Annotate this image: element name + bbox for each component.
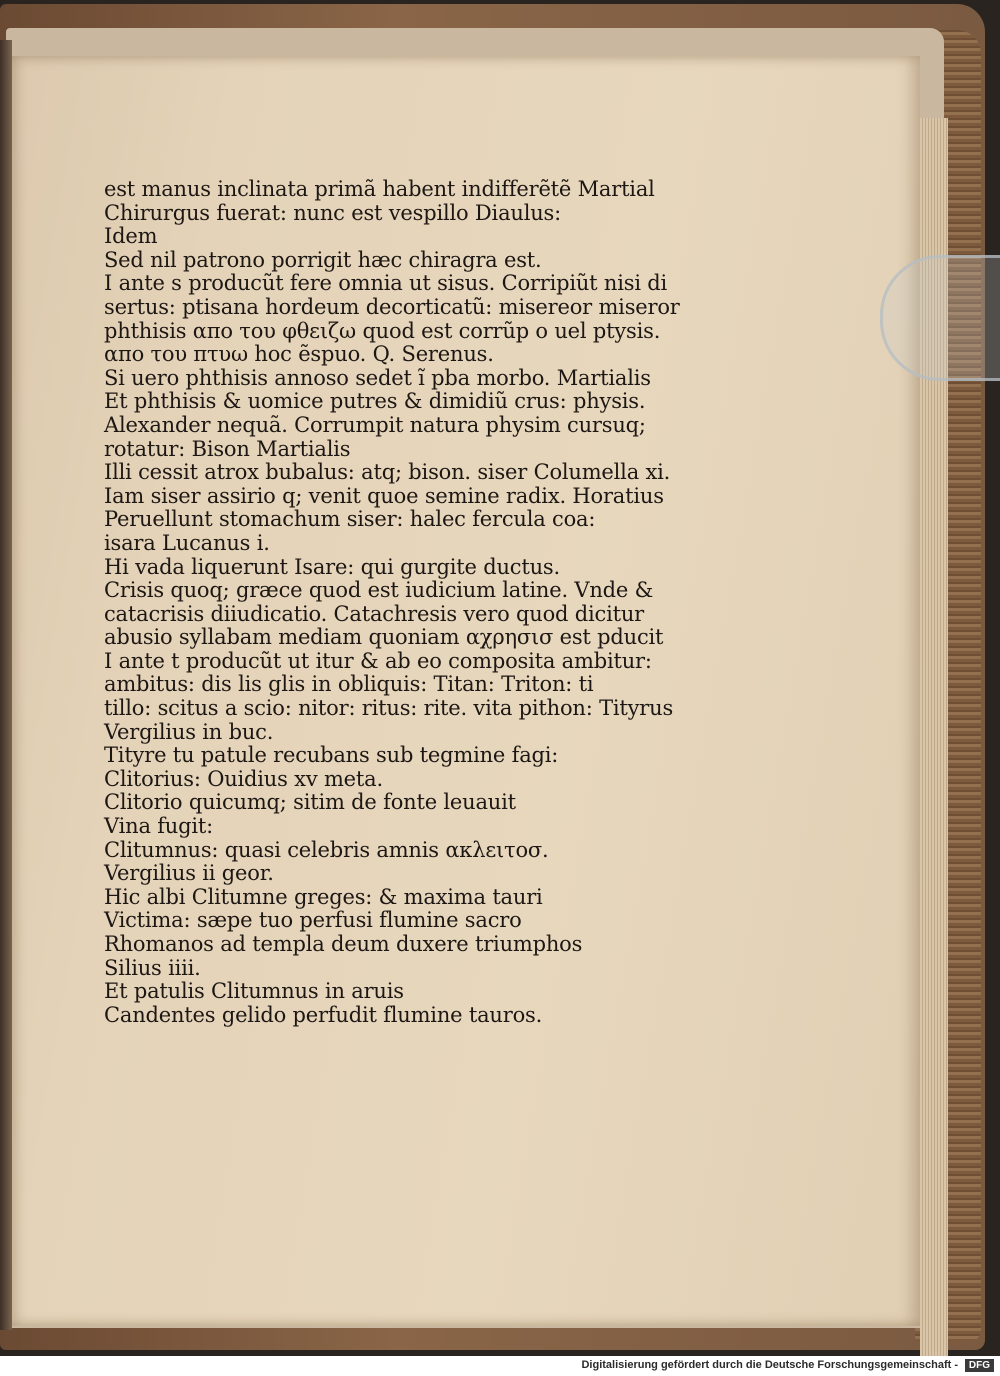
text-line: Sed nil patrono porrigit hæc chiragra est.: [104, 247, 542, 272]
page-clip: [880, 255, 1000, 381]
text-line: isara Lucanus i.: [104, 530, 270, 555]
text-line: sertus: ptisana hordeum decorticatũ: misereor miseror: [104, 294, 680, 319]
text-line: tillo: scitus a scio: nitor: ritus: rite. vita pithon: Tityrus: [104, 696, 674, 721]
text-line: Vergilius ii geor.: [104, 861, 274, 886]
text-line: I ante s producũt fere omnia ut sisus. Corripiũt nisi di: [104, 271, 668, 296]
book-binding: [0, 40, 12, 1330]
text-line: abusio syllabam mediam quoniam αχρησισ est pducit: [104, 625, 664, 650]
text-line: Tityre tu patule recubans sub tegmine fagi:: [104, 743, 559, 768]
text-line: Clitumnus: quasi celebris amnis ακλειτοσ.: [104, 837, 549, 862]
text-line: Silius iiii.: [104, 955, 201, 980]
text-line: Vina fugit:: [104, 814, 214, 839]
footer-credit: Digitalisierung gefördert durch die Deutsche Forschungsgemeinschaft -: [581, 1359, 958, 1371]
text-line: Et patulis Clitumnus in aruis: [104, 979, 404, 1004]
text-line: Clitorius: Ouidius xv meta.: [104, 766, 383, 791]
text-line: Iam siser assirio q; venit quoe semine radix. Horatius: [104, 483, 664, 508]
text-line: ambitus: dis lis glis in obliquis: Titan: Triton: ti: [104, 672, 594, 697]
text-line: phthisis απο του φθειζω quod est corrũp o uel ptysis.: [104, 318, 661, 343]
dfg-logo: DFG: [965, 1359, 994, 1372]
text-line: Crisis quoq; græce quod est iudicium latine. Vnde &: [104, 578, 654, 603]
text-line: rotatur: Bison Martialis: [104, 436, 351, 461]
text-line: Rhomanos ad templa deum duxere triumphos: [104, 932, 583, 956]
text-line: Hi vada liquerunt Isare: qui gurgite ductus.: [104, 554, 560, 579]
text-line: Peruellunt stomachum siser: halec fercula coa:: [104, 507, 596, 532]
footer-bar: [0, 1356, 1000, 1376]
text-line: Vergilius in buc.: [104, 719, 274, 744]
text-line: I ante t producũt ut itur & ab eo composita ambitur:: [104, 648, 652, 673]
text-line: Illi cessit atrox bubalus: atq; bison. siser Columella xi.: [104, 460, 671, 485]
printed-text-block: [104, 178, 704, 1027]
text-line: Idem: [104, 224, 158, 249]
text-line: Et phthisis & uomice putres & dimidiũ crus: physis.: [104, 389, 646, 414]
text-line: Si uero phthisis annoso sedet ĩ pba morbo. Martialis: [104, 365, 651, 390]
text-line: Candentes gelido perfudit flumine tauros.: [104, 1002, 543, 1027]
text-line: Chirurgus fuerat: nunc est vespillo Diaulus:: [104, 200, 562, 225]
text-line: Victima: sæpe tuo perfusi flumine sacro: [104, 908, 522, 933]
text-line: Hic albi Clitumne greges: & maxima tauri: [104, 884, 543, 909]
text-line: απο του πτυω hoc ẽspuo. Q. Serenus.: [104, 342, 494, 367]
text-line: est manus inclinata primã habent indifferẽtẽ Martial: [104, 177, 655, 201]
text-line: catacrisis diiudicatio. Catachresis vero quod dicitur: [104, 601, 644, 626]
text-line: Clitorio quicumq; sitim de fonte leuauit: [104, 790, 516, 815]
text-line: Alexander nequã. Corrumpit natura physim cursuq;: [104, 412, 646, 437]
